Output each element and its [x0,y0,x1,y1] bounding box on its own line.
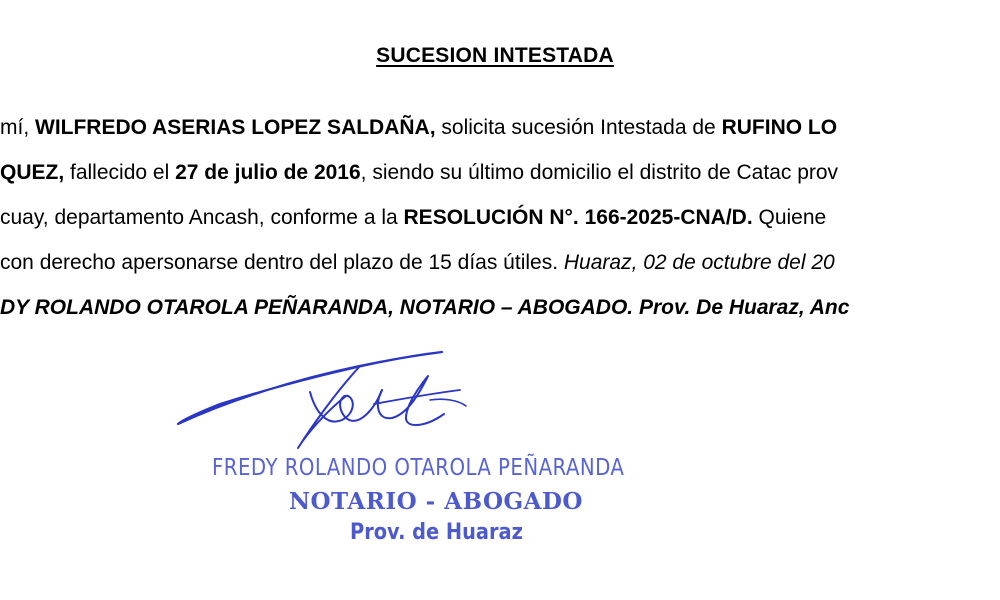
stamp-jurisdiction: Prov. de Huaraz [350,520,523,545]
handwritten-signature [160,340,500,460]
deceased-name-part-2: QUEZ, [0,161,65,184]
body-line-3 [0,206,826,230]
signature-strokes [178,352,466,448]
line-4-text-1: con derecho apersonarse dentro del plazo de 15 días útiles. [0,251,564,274]
line-1-text-2: solicita sucesión Intestada de [435,116,722,139]
notary-signoff: DY ROLANDO OTAROLA PEÑARANDA, NOTARIO – ABOGADO. Prov. De Huaraz, Anc [0,296,850,319]
body-line-2 [0,161,838,185]
stamp-notary-name: FREDY ROLANDO OTAROLA PEÑARANDA [212,455,625,481]
line-2-text-1: fallecido el [64,161,176,184]
line-3-text-1: cuay, departamento Ancash, conforme a la [0,206,404,229]
deceased-name-part-1: RUFINO LO [721,116,838,139]
line-2-text-2: , siendo su último domicilio el distrito de Catac prov [360,161,839,184]
resolution-number: RESOLUCIÓN N°. 166-2025-CNA/D. [403,206,753,229]
death-date: 27 de julio de 2016 [175,161,361,184]
document-title: SUCESION INTESTADA [376,44,614,67]
petitioner-name: WILFREDO ASERIAS LOPEZ SALDAÑA, [35,116,436,139]
line-3-text-2: Quiene [752,206,827,229]
body-line-5 [0,296,849,320]
body-line-4 [0,251,835,275]
body-line-1 [0,116,837,140]
stamp-notary-role: NOTARIO - ABOGADO [289,488,583,515]
place-date: Huaraz, 02 de octubre del 20 [563,251,835,274]
line-1-text-1: mí, [0,116,35,139]
